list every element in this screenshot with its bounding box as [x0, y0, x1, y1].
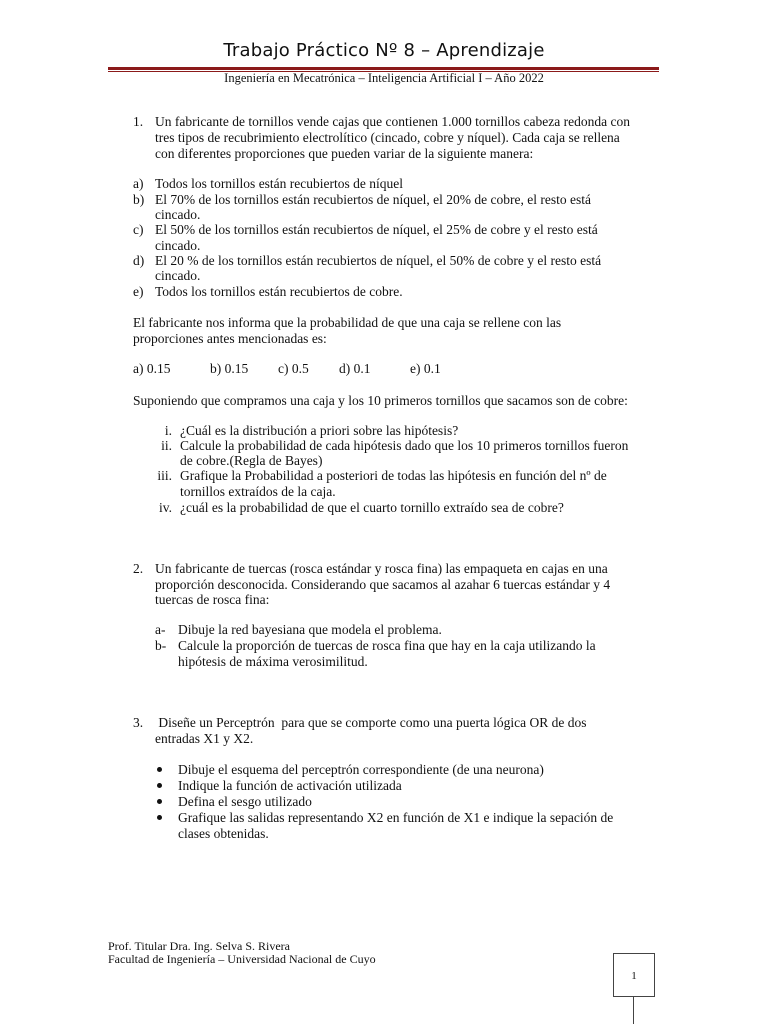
subquestion-marker: i.	[164, 423, 172, 438]
question-3-number: 3.	[133, 715, 144, 730]
bullet-icon	[157, 767, 162, 772]
probability-value: b) 0.15	[210, 361, 249, 376]
bullet-icon	[157, 799, 162, 804]
probability-value: a) 0.15	[133, 361, 171, 376]
option-text: Todos los tornillos están recubiertos de cobre.	[155, 284, 403, 299]
subquestion-text: Calcule la probabilidad de cada hipótesis dado que los 10 primeros tornillos fueron	[180, 438, 629, 453]
option-text: cincado.	[155, 207, 201, 222]
bullet-text: Dibuje el esquema del perceptrón correspondiente (de una neurona)	[178, 762, 544, 777]
subquestion-marker: iv.	[159, 500, 172, 515]
option-marker: b)	[133, 192, 145, 207]
bullet-icon	[157, 815, 162, 820]
option-text: cincado.	[155, 268, 201, 283]
bullet-text: Defina el sesgo utilizado	[178, 794, 312, 809]
item-text: Calcule la proporción de tuercas de rosca fina que hay en la caja utilizando la	[178, 638, 596, 653]
option-marker: d)	[133, 253, 145, 268]
page-subtitle: Ingeniería en Mecatrónica – Inteligencia Artificial I – Año 2022	[224, 71, 544, 85]
question-2-text: Un fabricante de tuercas (rosca estándar y rosca fina) las empaqueta en cajas en una	[155, 561, 608, 576]
page-title: Trabajo Práctico Nº 8 – Aprendizaje	[223, 40, 545, 61]
question-1-text: con diferentes proporciones que pueden variar de la siguiente manera:	[155, 146, 534, 161]
subquestion-text: Grafique la Probabilidad a posteriori de todas las hipótesis en función del nº de	[180, 468, 607, 483]
subquestion-text: de cobre.(Regla de Bayes)	[180, 453, 323, 468]
header-rule	[108, 67, 659, 70]
paragraph: proporciones antes mencionadas es:	[133, 331, 327, 346]
option-text: El 70% de los tornillos están recubiertos de níquel, el 20% de cobre, el resto está	[155, 192, 591, 207]
option-marker: c)	[133, 222, 144, 237]
page-number-rule	[633, 997, 634, 1024]
item-marker: a-	[155, 622, 166, 637]
question-2-text: proporción desconocida. Considerando que sacamos al azahar 6 tuercas estándar y 4	[155, 577, 611, 592]
footer-institution: Facultad de Ingeniería – Universidad Nacional de Cuyo	[108, 952, 376, 966]
bullet-text: Grafique las salidas representando X2 en función de X1 e indique la sepación de	[178, 810, 614, 825]
subquestion-marker: ii.	[161, 438, 172, 453]
question-3-text: entradas X1 y X2.	[155, 731, 254, 746]
question-1-text: tres tipos de recubrimiento electrolítico (cincado, cobre y níquel). Cada caja se rellena	[155, 130, 620, 145]
probability-value: c) 0.5	[278, 361, 309, 376]
option-text: cincado.	[155, 238, 201, 253]
option-marker: e)	[133, 284, 144, 299]
option-marker: a)	[133, 176, 144, 191]
paragraph: El fabricante nos informa que la probabilidad de que una caja se rellene con las	[133, 315, 562, 330]
question-2-number: 2.	[133, 561, 144, 576]
item-text: hipótesis de máxima verosimilitud.	[178, 654, 368, 669]
probability-value: d) 0.1	[339, 361, 371, 376]
subquestion-marker: iii.	[157, 468, 172, 483]
probability-value: e) 0.1	[410, 361, 441, 376]
footer-professor: Prof. Titular Dra. Ing. Selva S. Rivera	[108, 939, 290, 953]
subquestion-text: ¿cuál es la probabilidad de que el cuarto tornillo extraído sea de cobre?	[180, 500, 564, 515]
option-text: El 20 % de los tornillos están recubiertos de níquel, el 50% de cobre y el resto está	[155, 253, 602, 268]
bullet-text: clases obtenidas.	[178, 826, 269, 841]
question-3-text: Diseñe un Perceptrón para que se comporte como una puerta lógica OR de dos	[155, 715, 587, 730]
option-text: Todos los tornillos están recubiertos de níquel	[155, 176, 404, 191]
item-marker: b-	[155, 638, 167, 653]
item-text: Dibuje la red bayesiana que modela el problema.	[178, 622, 442, 637]
paragraph: Suponiendo que compramos una caja y los 10 primeros tornillos que sacamos son de cobre:	[133, 393, 628, 408]
question-1-text: Un fabricante de tornillos vende cajas que contienen 1.000 tornillos cabeza redonda con	[155, 114, 630, 129]
subquestion-text: ¿Cuál es la distribución a priori sobre las hipótesis?	[180, 423, 459, 438]
question-2-text: tuercas de rosca fina:	[155, 592, 270, 607]
page-number: 1	[613, 953, 655, 997]
bullet-icon	[157, 783, 162, 788]
option-text: El 50% de los tornillos están recubiertos de níquel, el 25% de cobre y el resto está	[155, 222, 598, 237]
bullet-text: Indique la función de activación utilizada	[178, 778, 402, 793]
question-1-number: 1.	[133, 114, 144, 129]
subquestion-text: tornillos extraídos de la caja.	[180, 484, 336, 499]
